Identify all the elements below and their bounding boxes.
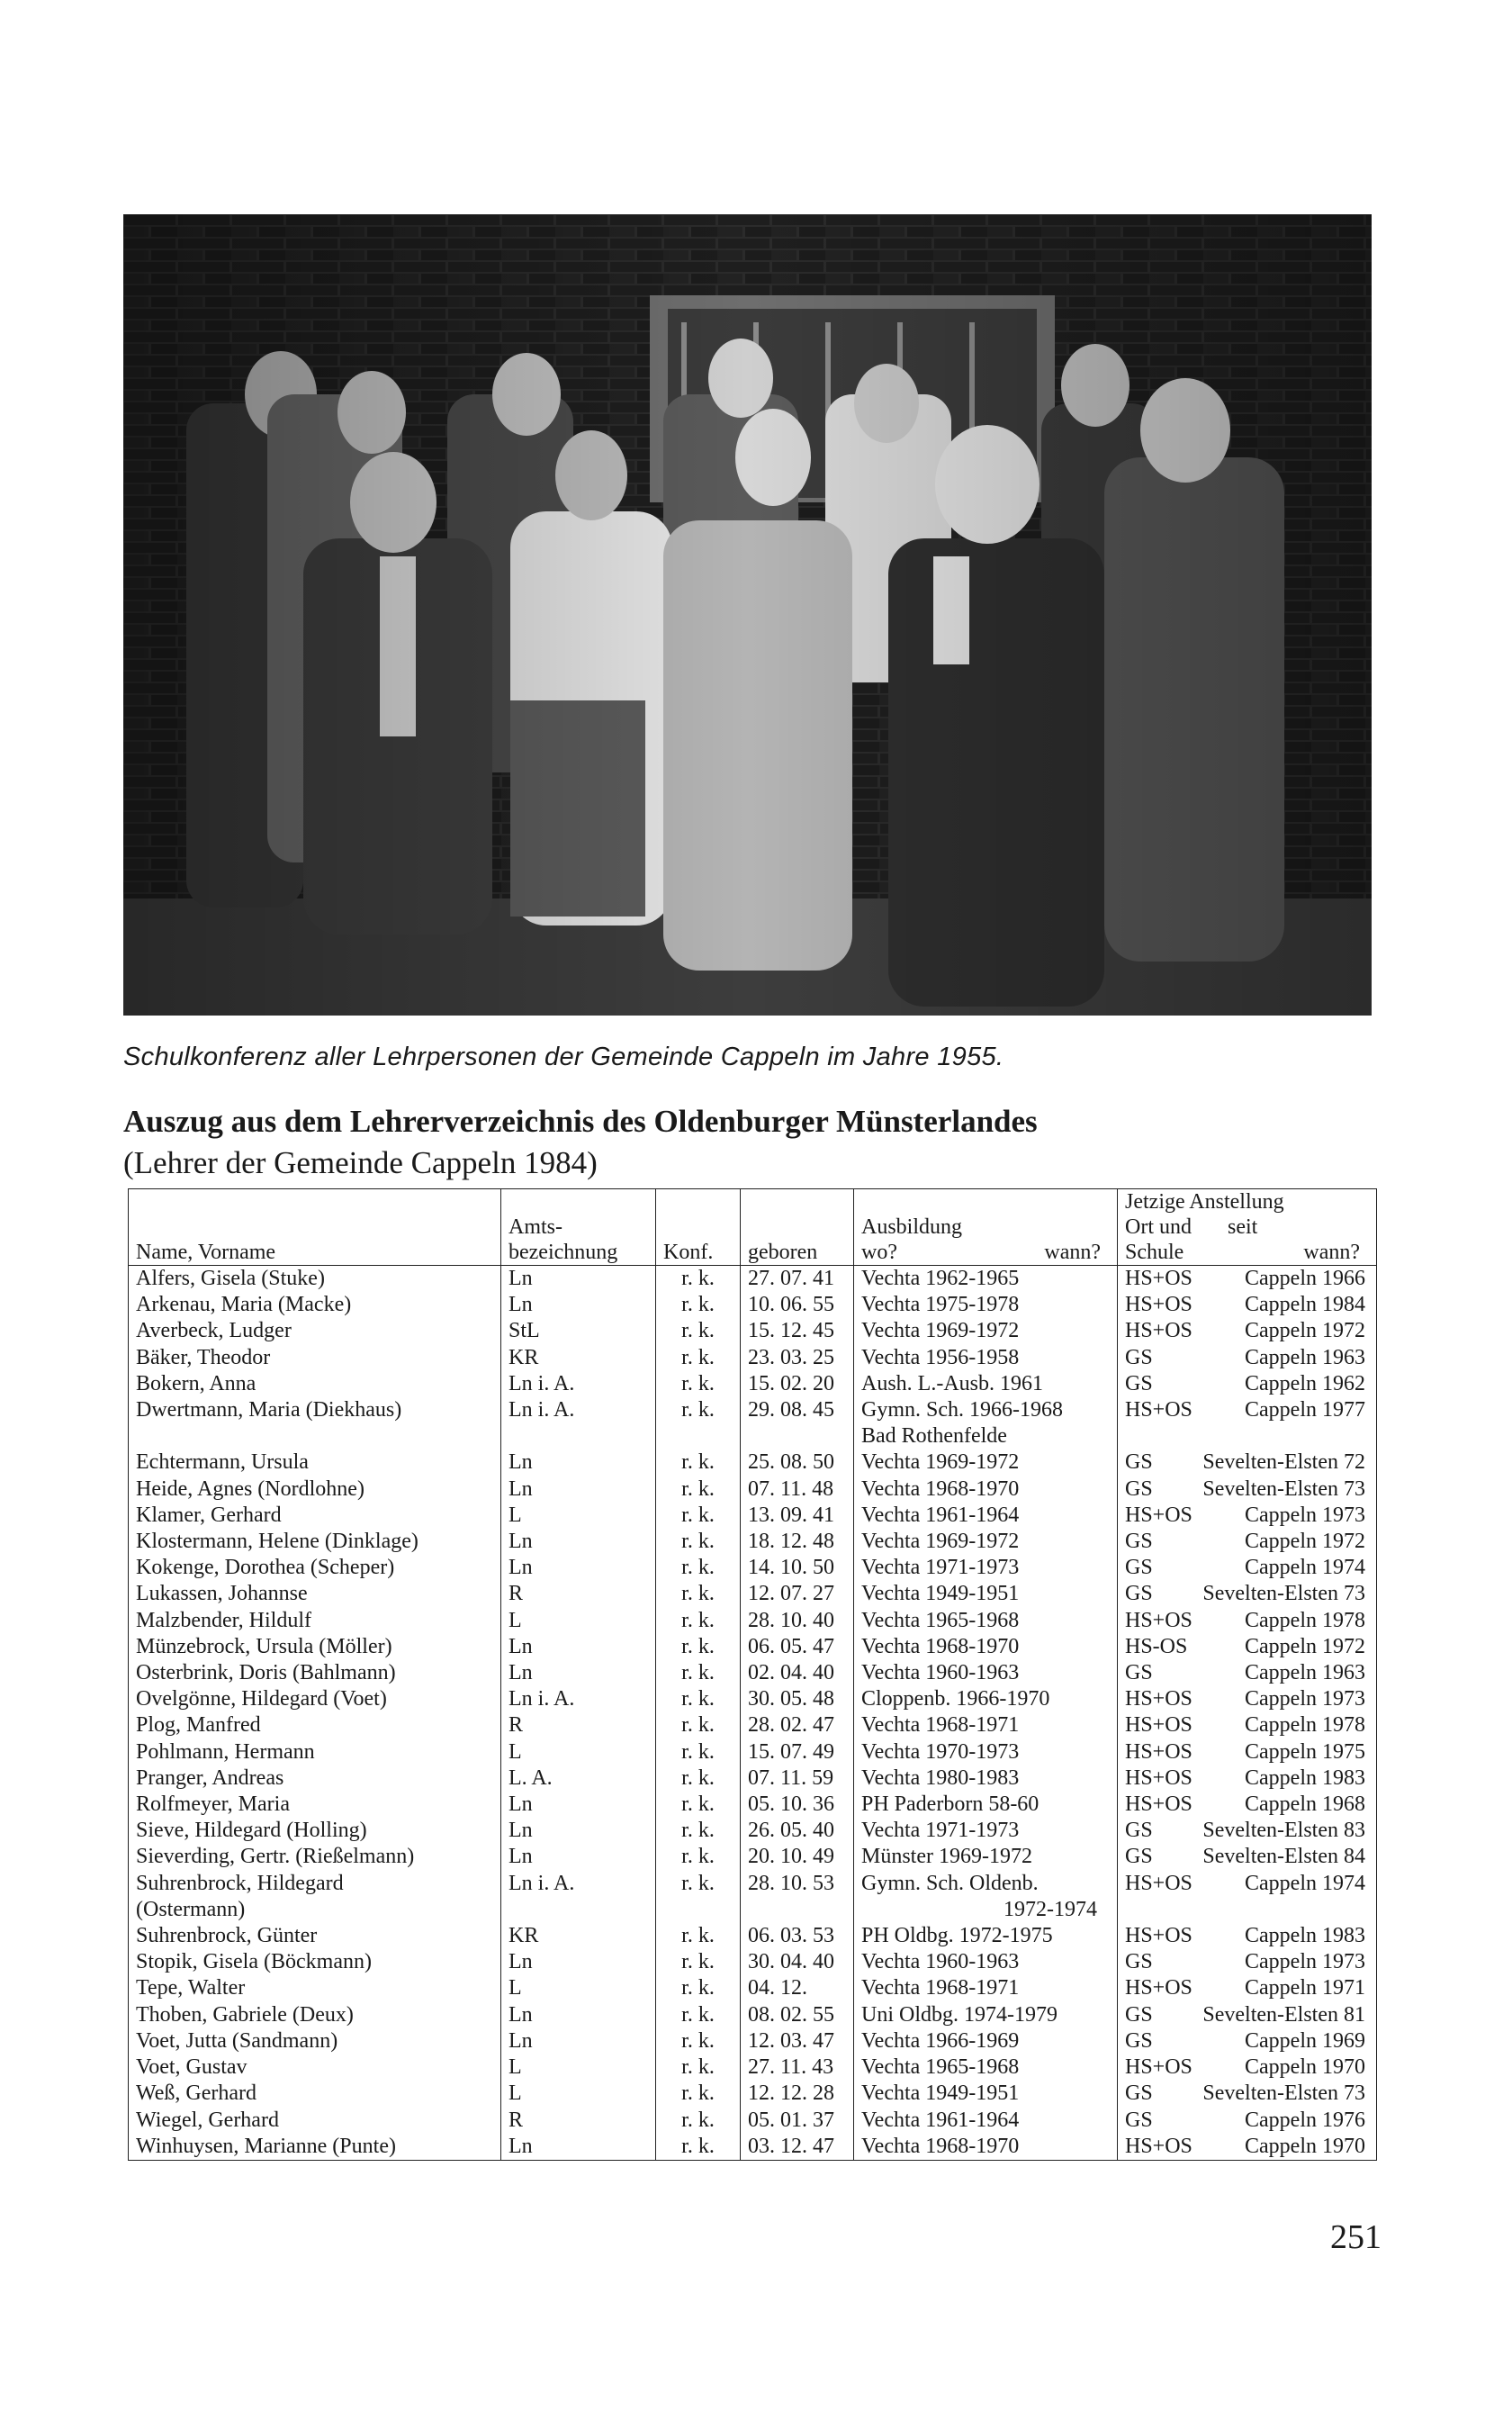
table-row	[129, 2081, 1377, 2107]
cell-name: Rolfmeyer, Maria	[129, 1792, 501, 1818]
cell-geboren: 28. 10. 53	[741, 1871, 854, 1923]
cell-konf: r. k.	[656, 2028, 741, 2054]
cell-amtsbezeichnung: Ln	[501, 1949, 656, 1975]
header-konf: Konf.	[656, 1189, 741, 1266]
cell-name: Weß, Gerhard	[129, 2081, 501, 2107]
cell-geboren: 28. 10. 40	[741, 1608, 854, 1634]
cell-ausbildung: Vechta 1968-1970	[854, 1634, 1118, 1660]
cell-ausbildung: Vechta 1971-1973	[854, 1818, 1118, 1844]
cell-name: Stopik, Gisela (Böckmann)	[129, 1949, 501, 1975]
cell-name: Winhuysen, Marianne (Punte)	[129, 2134, 501, 2161]
cell-geboren: 27. 11. 43	[741, 2054, 854, 2081]
cell-ausbildung: Vechta 1968-1971	[854, 1975, 1118, 2001]
cell-ausbildung: PH Oldbg. 1972-1975	[854, 1923, 1118, 1949]
cell-ausbildung: Vechta 1949-1951	[854, 1581, 1118, 1607]
header-anstellung: Jetzige Anstellung Ort und seit Schule wann?	[1118, 1189, 1377, 1266]
table-row	[129, 1739, 1377, 1765]
cell-konf: r. k.	[656, 1397, 741, 1449]
cell-geboren: 02. 04. 40	[741, 1660, 854, 1686]
photo-caption: Schulkonferenz aller Lehrpersonen der Gemeinde Cappeln im Jahre 1955.	[123, 1043, 1004, 1071]
cell-konf: r. k.	[656, 2108, 741, 2134]
cell-konf: r. k.	[656, 1792, 741, 1818]
cell-konf: r. k.	[656, 1266, 741, 1293]
cell-anstellung: GS Cappeln 1976	[1118, 2108, 1377, 2134]
cell-name: Suhrenbrock, Hildegard (Ostermann)	[129, 1871, 501, 1923]
cell-name: Ovelgönne, Hildegard (Voet)	[129, 1686, 501, 1712]
cell-konf: r. k.	[656, 2054, 741, 2081]
cell-amtsbezeichnung: KR	[501, 1923, 656, 1949]
cell-konf: r. k.	[656, 1581, 741, 1607]
cell-name: Bäker, Theodor	[129, 1345, 501, 1371]
cell-ausbildung: Vechta 1980-1983	[854, 1765, 1118, 1792]
cell-ausbildung: Vechta 1949-1951	[854, 2081, 1118, 2107]
section-heading: Auszug aus dem Lehrerverzeichnis des Oldenburger Münsterlandes	[123, 1104, 1038, 1139]
cell-konf: r. k.	[656, 1449, 741, 1476]
cell-amtsbezeichnung: Ln i. A.	[501, 1686, 656, 1712]
cell-amtsbezeichnung: Ln	[501, 2028, 656, 2054]
cell-konf: r. k.	[656, 1660, 741, 1686]
table-row	[129, 1923, 1377, 1949]
cell-anstellung: HS+OS Cappeln 1977	[1118, 1397, 1377, 1449]
cell-anstellung: HS+OS Cappeln 1978	[1118, 1608, 1377, 1634]
table-row	[129, 2028, 1377, 2054]
cell-geboren: 07. 11. 59	[741, 1765, 854, 1792]
cell-anstellung: HS+OS Cappeln 1968	[1118, 1792, 1377, 1818]
table-row	[129, 1844, 1377, 1870]
cell-anstellung: GS Sevelten-Elsten 73	[1118, 2081, 1377, 2107]
cell-amtsbezeichnung: Ln	[501, 1792, 656, 1818]
cell-geboren: 14. 10. 50	[741, 1555, 854, 1581]
cell-konf: r. k.	[656, 1686, 741, 1712]
cell-ausbildung: Vechta 1962-1965	[854, 1266, 1118, 1293]
cell-anstellung: HS+OS Cappeln 1970	[1118, 2054, 1377, 2081]
cell-geboren: 04. 12.	[741, 1975, 854, 2001]
cell-anstellung: GS Sevelten-Elsten 84	[1118, 1844, 1377, 1870]
table-row	[129, 1345, 1377, 1371]
table-row	[129, 1975, 1377, 2001]
cell-name: Pranger, Andreas	[129, 1765, 501, 1792]
table-row	[129, 1371, 1377, 1397]
cell-konf: r. k.	[656, 1476, 741, 1503]
cell-ausbildung: Vechta 1969-1972	[854, 1529, 1118, 1555]
cell-amtsbezeichnung: Ln	[501, 2134, 656, 2161]
cell-name: Sieve, Hildegard (Holling)	[129, 1818, 501, 1844]
cell-ausbildung: Vechta 1975-1978	[854, 1292, 1118, 1318]
table-row	[129, 2054, 1377, 2081]
cell-anstellung: HS-OS Cappeln 1972	[1118, 1634, 1377, 1660]
cell-ausbildung: Vechta 1968-1970	[854, 1476, 1118, 1503]
cell-anstellung: GS Sevelten-Elsten 72	[1118, 1449, 1377, 1476]
cell-ausbildung: Cloppenb. 1966-1970	[854, 1686, 1118, 1712]
cell-anstellung: GS Cappeln 1969	[1118, 2028, 1377, 2054]
cell-name: Kokenge, Dorothea (Scheper)	[129, 1555, 501, 1581]
table-row	[129, 1660, 1377, 1686]
cell-amtsbezeichnung: Ln i. A.	[501, 1871, 656, 1923]
cell-geboren: 06. 03. 53	[741, 1923, 854, 1949]
cell-geboren: 03. 12. 47	[741, 2134, 854, 2161]
cell-ausbildung: Uni Oldbg. 1974-1979	[854, 2002, 1118, 2028]
header-amtsbezeichnung: Amts- bezeichnung	[501, 1189, 656, 1266]
cell-amtsbezeichnung: L	[501, 1739, 656, 1765]
cell-amtsbezeichnung: L	[501, 2054, 656, 2081]
cell-name: Klostermann, Helene (Dinklage)	[129, 1529, 501, 1555]
cell-konf: r. k.	[656, 1292, 741, 1318]
table-row	[129, 1292, 1377, 1318]
table-row	[129, 2134, 1377, 2161]
cell-geboren: 18. 12. 48	[741, 1529, 854, 1555]
cell-name: Münzebrock, Ursula (Möller)	[129, 1634, 501, 1660]
table-row	[129, 1949, 1377, 1975]
cell-ausbildung: PH Paderborn 58-60	[854, 1792, 1118, 1818]
cell-geboren: 15. 12. 45	[741, 1318, 854, 1344]
cell-ausbildung: Vechta 1960-1963	[854, 1660, 1118, 1686]
table-row	[129, 1318, 1377, 1344]
cell-ausbildung: Vechta 1970-1973	[854, 1739, 1118, 1765]
cell-ausbildung: Vechta 1961-1964	[854, 2108, 1118, 2134]
cell-anstellung: HS+OS Cappeln 1983	[1118, 1765, 1377, 1792]
cell-amtsbezeichnung: Ln	[501, 1844, 656, 1870]
cell-amtsbezeichnung: Ln	[501, 1634, 656, 1660]
cell-geboren: 23. 03. 25	[741, 1345, 854, 1371]
cell-amtsbezeichnung: L	[501, 1503, 656, 1529]
cell-amtsbezeichnung: L	[501, 1975, 656, 2001]
cell-anstellung: HS+OS Cappeln 1973	[1118, 1503, 1377, 1529]
cell-ausbildung: Vechta 1969-1972	[854, 1449, 1118, 1476]
cell-name: Wiegel, Gerhard	[129, 2108, 501, 2134]
cell-amtsbezeichnung: L	[501, 1608, 656, 1634]
cell-anstellung: HS+OS Cappeln 1975	[1118, 1739, 1377, 1765]
cell-ausbildung: Vechta 1966-1969	[854, 2028, 1118, 2054]
cell-geboren: 30. 04. 40	[741, 1949, 854, 1975]
cell-anstellung: GS Sevelten-Elsten 81	[1118, 2002, 1377, 2028]
cell-konf: r. k.	[656, 1529, 741, 1555]
cell-amtsbezeichnung: Ln	[501, 1476, 656, 1503]
cell-anstellung: GS Sevelten-Elsten 83	[1118, 1818, 1377, 1844]
table-row	[129, 1266, 1377, 1293]
cell-geboren: 15. 02. 20	[741, 1371, 854, 1397]
teacher-register-table	[128, 1188, 1377, 2161]
cell-geboren: 26. 05. 40	[741, 1818, 854, 1844]
table-row	[129, 1871, 1377, 1923]
cell-ausbildung: Münster 1969-1972	[854, 1844, 1118, 1870]
cell-name: Voet, Jutta (Sandmann)	[129, 2028, 501, 2054]
cell-konf: r. k.	[656, 1975, 741, 2001]
table-row	[129, 1634, 1377, 1660]
cell-ausbildung: Vechta 1971-1973	[854, 1555, 1118, 1581]
table-row	[129, 1449, 1377, 1476]
cell-amtsbezeichnung: R	[501, 2108, 656, 2134]
cell-ausbildung: Vechta 1965-1968	[854, 1608, 1118, 1634]
cell-name: Tepe, Walter	[129, 1975, 501, 2001]
cell-amtsbezeichnung: Ln	[501, 1266, 656, 1293]
cell-konf: r. k.	[656, 2081, 741, 2107]
cell-name: Dwertmann, Maria (Diekhaus)	[129, 1397, 501, 1449]
cell-amtsbezeichnung: Ln	[501, 1292, 656, 1318]
page-number: 251	[1330, 2218, 1382, 2256]
cell-amtsbezeichnung: Ln	[501, 2002, 656, 2028]
cell-konf: r. k.	[656, 1871, 741, 1923]
cell-geboren: 12. 07. 27	[741, 1581, 854, 1607]
cell-konf: r. k.	[656, 1949, 741, 1975]
cell-geboren: 05. 10. 36	[741, 1792, 854, 1818]
table-row	[129, 2002, 1377, 2028]
cell-geboren: 08. 02. 55	[741, 2002, 854, 2028]
cell-ausbildung: Vechta 1968-1971	[854, 1712, 1118, 1738]
cell-anstellung: GS Cappeln 1963	[1118, 1660, 1377, 1686]
cell-anstellung: GS Cappeln 1974	[1118, 1555, 1377, 1581]
table-row	[129, 1765, 1377, 1792]
cell-amtsbezeichnung: Ln	[501, 1555, 656, 1581]
cell-geboren: 27. 07. 41	[741, 1266, 854, 1293]
cell-konf: r. k.	[656, 1345, 741, 1371]
cell-name: Voet, Gustav	[129, 2054, 501, 2081]
cell-anstellung: GS Sevelten-Elsten 73	[1118, 1581, 1377, 1607]
cell-konf: r. k.	[656, 1765, 741, 1792]
cell-name: Echtermann, Ursula	[129, 1449, 501, 1476]
cell-name: Klamer, Gerhard	[129, 1503, 501, 1529]
cell-ausbildung: Vechta 1960-1963	[854, 1949, 1118, 1975]
cell-ausbildung: Vechta 1961-1964	[854, 1503, 1118, 1529]
cell-amtsbezeichnung: L. A.	[501, 1765, 656, 1792]
header-geboren: geboren	[741, 1189, 854, 1266]
table-row	[129, 1581, 1377, 1607]
cell-geboren: 29. 08. 45	[741, 1397, 854, 1449]
cell-geboren: 13. 09. 41	[741, 1503, 854, 1529]
cell-ausbildung: Vechta 1969-1972	[854, 1318, 1118, 1344]
cell-konf: r. k.	[656, 1844, 741, 1870]
cell-amtsbezeichnung: Ln i. A.	[501, 1397, 656, 1449]
cell-geboren: 06. 05. 47	[741, 1634, 854, 1660]
table-header-row	[129, 1189, 1377, 1266]
cell-name: Alfers, Gisela (Stuke)	[129, 1266, 501, 1293]
table-row	[129, 1818, 1377, 1844]
cell-ausbildung: Aush. L.-Ausb. 1961	[854, 1371, 1118, 1397]
cell-anstellung: HS+OS Cappeln 1966	[1118, 1266, 1377, 1293]
cell-anstellung: HS+OS Cappeln 1973	[1118, 1686, 1377, 1712]
cell-name: Arkenau, Maria (Macke)	[129, 1292, 501, 1318]
cell-amtsbezeichnung: Ln	[501, 1660, 656, 1686]
cell-anstellung: GS Cappeln 1963	[1118, 1345, 1377, 1371]
cell-ausbildung: Gymn. Sch. 1966-1968 Bad Rothenfelde	[854, 1397, 1118, 1449]
table-row	[129, 1792, 1377, 1818]
cell-ausbildung: Vechta 1968-1970	[854, 2134, 1118, 2161]
table-row	[129, 1529, 1377, 1555]
cell-geboren: 05. 01. 37	[741, 2108, 854, 2134]
table-row	[129, 1608, 1377, 1634]
cell-anstellung: HS+OS Cappeln 1983	[1118, 1923, 1377, 1949]
cell-amtsbezeichnung: Ln	[501, 1449, 656, 1476]
cell-geboren: 30. 05. 48	[741, 1686, 854, 1712]
cell-konf: r. k.	[656, 1318, 741, 1344]
cell-anstellung: GS Sevelten-Elsten 73	[1118, 1476, 1377, 1503]
cell-geboren: 25. 08. 50	[741, 1449, 854, 1476]
table-row	[129, 2108, 1377, 2134]
group-photo	[123, 214, 1372, 1016]
cell-konf: r. k.	[656, 2134, 741, 2161]
cell-ausbildung: Gymn. Sch. Oldenb. 1972-1974	[854, 1871, 1118, 1923]
cell-name: Lukassen, Johannse	[129, 1581, 501, 1607]
cell-anstellung: HS+OS Cappeln 1984	[1118, 1292, 1377, 1318]
cell-geboren: 12. 12. 28	[741, 2081, 854, 2107]
cell-anstellung: HS+OS Cappeln 1971	[1118, 1975, 1377, 2001]
cell-name: Thoben, Gabriele (Deux)	[129, 2002, 501, 2028]
header-ausbildung: Ausbildung wo? wann?	[854, 1189, 1118, 1266]
cell-anstellung: GS Cappeln 1973	[1118, 1949, 1377, 1975]
cell-anstellung: GS Cappeln 1962	[1118, 1371, 1377, 1397]
cell-konf: r. k.	[656, 1634, 741, 1660]
cell-amtsbezeichnung: R	[501, 1581, 656, 1607]
cell-name: Malzbender, Hildulf	[129, 1608, 501, 1634]
cell-name: Suhrenbrock, Günter	[129, 1923, 501, 1949]
cell-amtsbezeichnung: KR	[501, 1345, 656, 1371]
table-row	[129, 1476, 1377, 1503]
cell-name: Osterbrink, Doris (Bahlmann)	[129, 1660, 501, 1686]
cell-name: Pohlmann, Hermann	[129, 1739, 501, 1765]
cell-konf: r. k.	[656, 1818, 741, 1844]
cell-ausbildung: Vechta 1965-1968	[854, 2054, 1118, 2081]
cell-geboren: 12. 03. 47	[741, 2028, 854, 2054]
cell-amtsbezeichnung: L	[501, 2081, 656, 2107]
table-row	[129, 1397, 1377, 1449]
cell-anstellung: HS+OS Cappeln 1970	[1118, 2134, 1377, 2161]
table-row	[129, 1503, 1377, 1529]
cell-name: Bokern, Anna	[129, 1371, 501, 1397]
cell-geboren: 20. 10. 49	[741, 1844, 854, 1870]
cell-amtsbezeichnung: Ln	[501, 1529, 656, 1555]
cell-name: Heide, Agnes (Nordlohne)	[129, 1476, 501, 1503]
header-name: Name, Vorname	[129, 1189, 501, 1266]
cell-geboren: 10. 06. 55	[741, 1292, 854, 1318]
cell-name: Plog, Manfred	[129, 1712, 501, 1738]
cell-konf: r. k.	[656, 1503, 741, 1529]
cell-name: Averbeck, Ludger	[129, 1318, 501, 1344]
cell-amtsbezeichnung: StL	[501, 1318, 656, 1344]
cell-anstellung: GS Cappeln 1972	[1118, 1529, 1377, 1555]
cell-name: Sieverding, Gertr. (Rießelmann)	[129, 1844, 501, 1870]
cell-konf: r. k.	[656, 1712, 741, 1738]
cell-konf: r. k.	[656, 1608, 741, 1634]
cell-amtsbezeichnung: R	[501, 1712, 656, 1738]
table-row	[129, 1555, 1377, 1581]
cell-geboren: 28. 02. 47	[741, 1712, 854, 1738]
cell-anstellung: HS+OS Cappeln 1978	[1118, 1712, 1377, 1738]
cell-konf: r. k.	[656, 1923, 741, 1949]
cell-geboren: 07. 11. 48	[741, 1476, 854, 1503]
cell-konf: r. k.	[656, 2002, 741, 2028]
cell-geboren: 15. 07. 49	[741, 1739, 854, 1765]
table-row	[129, 1686, 1377, 1712]
cell-konf: r. k.	[656, 1371, 741, 1397]
cell-amtsbezeichnung: Ln	[501, 1818, 656, 1844]
table-row	[129, 1712, 1377, 1738]
cell-ausbildung: Vechta 1956-1958	[854, 1345, 1118, 1371]
cell-konf: r. k.	[656, 1555, 741, 1581]
cell-anstellung: HS+OS Cappeln 1974	[1118, 1871, 1377, 1923]
cell-konf: r. k.	[656, 1739, 741, 1765]
cell-anstellung: HS+OS Cappeln 1972	[1118, 1318, 1377, 1344]
section-subheading: (Lehrer der Gemeinde Cappeln 1984)	[123, 1145, 598, 1180]
cell-amtsbezeichnung: Ln i. A.	[501, 1371, 656, 1397]
